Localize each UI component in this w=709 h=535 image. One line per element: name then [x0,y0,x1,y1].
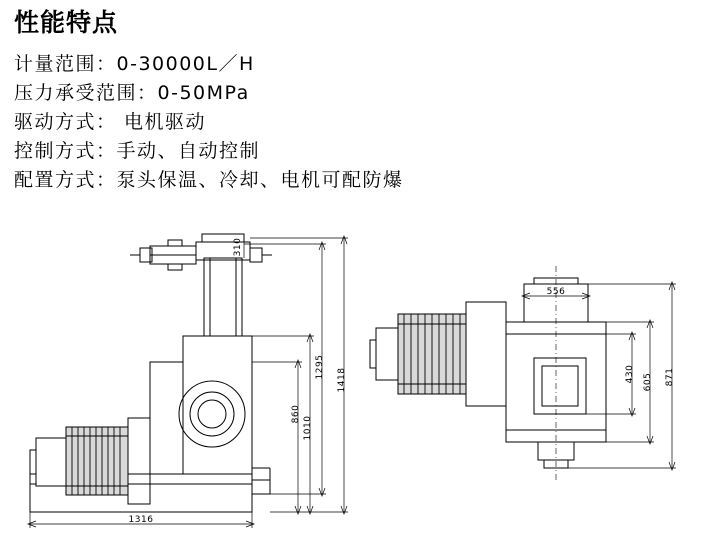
spec-item-control: 控制方式：手动、自动控制 [14,140,261,162]
dim-430: 430 [625,364,635,384]
front-elevation-view [28,234,348,528]
spec-item-pressure: 压力承受范围：0-50MPa [14,82,250,104]
side-elevation-view [370,266,676,482]
motor-right [370,302,506,406]
spec-item-config: 配置方式：泵头保温、冷却、电机可配防爆 [14,169,404,191]
dim-310: 310 [233,237,243,257]
dim-871: 871 [665,367,675,387]
spec-item-range: 计量范围：0-30000L／H [14,53,255,75]
dim-1418: 1418 [337,367,347,393]
dim-556: 556 [546,287,566,297]
technical-drawing [0,222,709,535]
dim-1010: 1010 [303,415,313,441]
dim-1295: 1295 [315,354,325,380]
dim-605: 605 [643,372,653,392]
dim-1316: 1316 [128,515,154,525]
page-title: 性能特点 [14,8,119,37]
motor-left [30,418,150,504]
spec-item-drive: 驱动方式： 电机驱动 [14,111,207,133]
dim-860: 860 [291,404,301,424]
spec-list [14,50,694,195]
